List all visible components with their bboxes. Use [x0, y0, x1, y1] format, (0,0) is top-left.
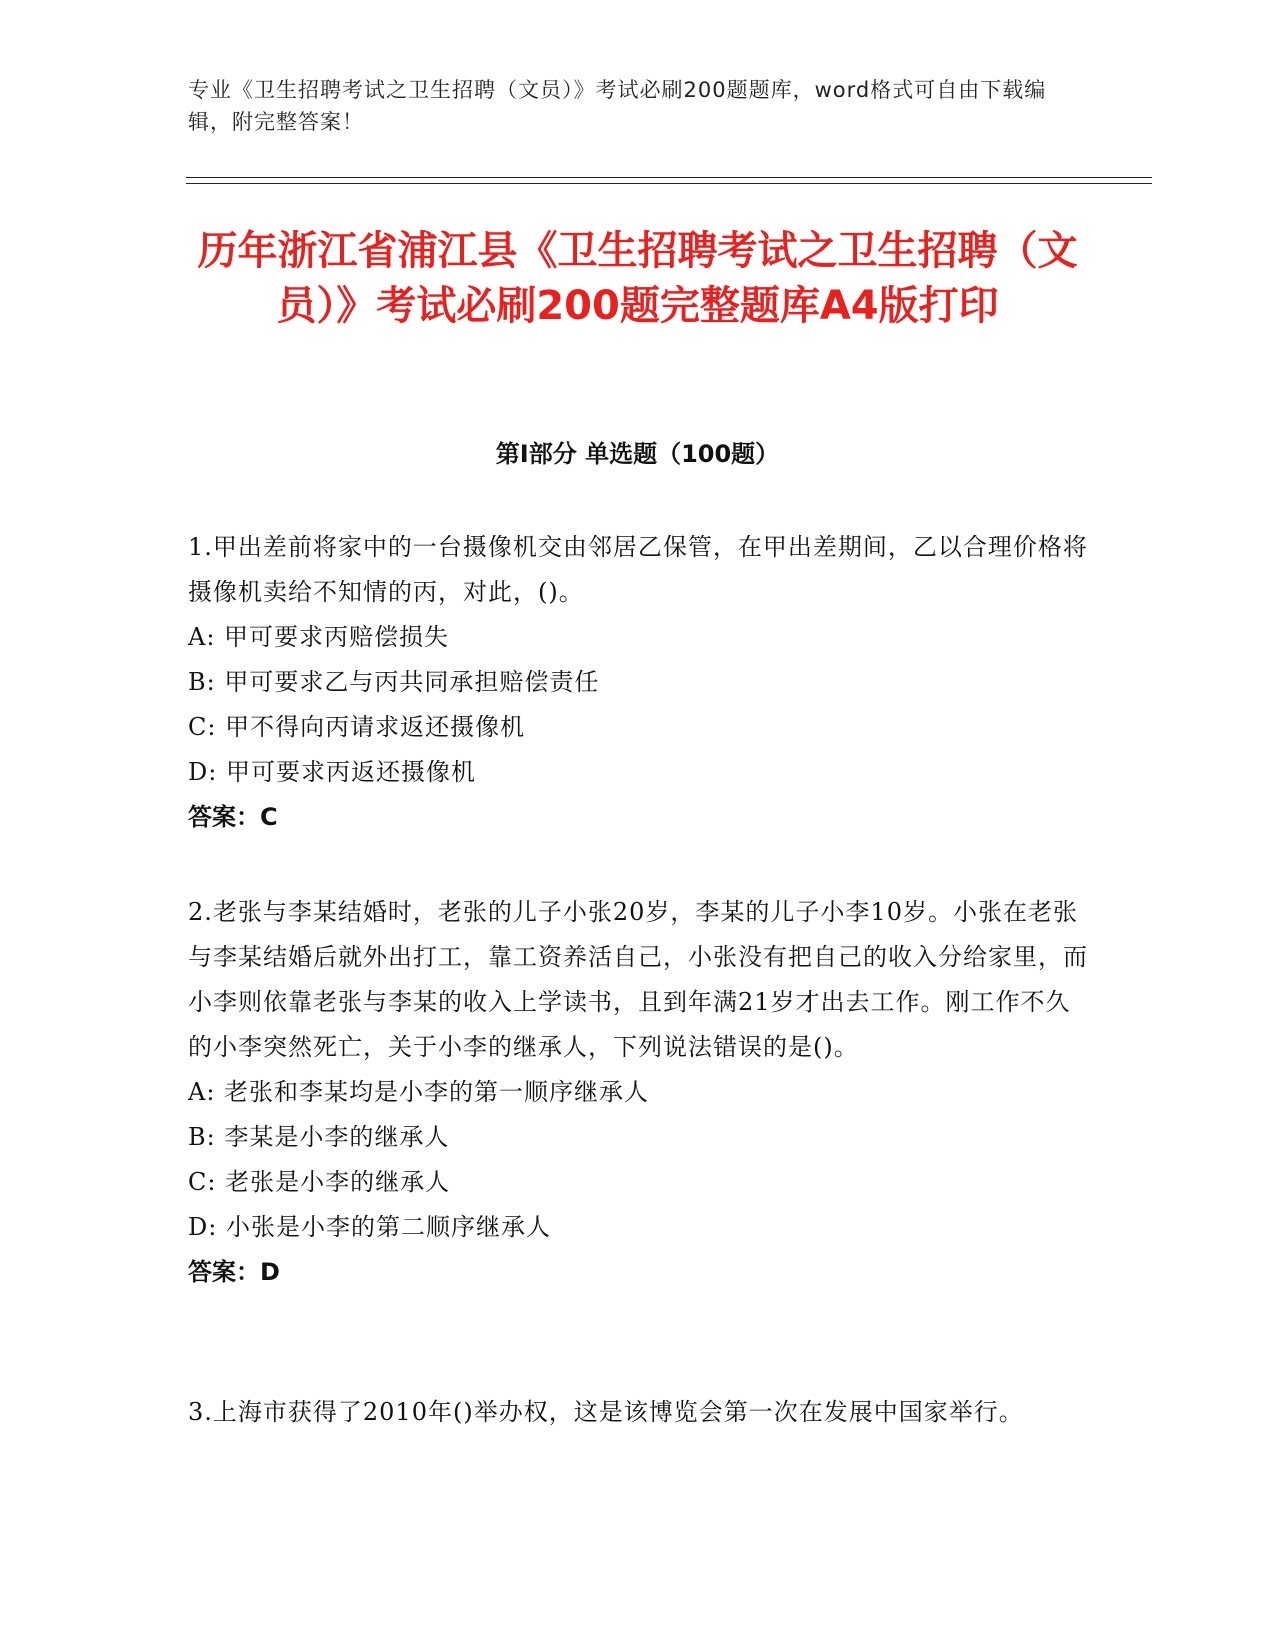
question-1: [188, 525, 1088, 840]
question-stem: 3.上海市获得了2010年()举办权，这是该博览会第一次在发展中国家举行。: [188, 1398, 1024, 1426]
option-a: A: 甲可要求丙赔偿损失: [188, 623, 450, 651]
question-3: [188, 1390, 1088, 1435]
answer-line: 答案：C: [188, 803, 278, 831]
option-b: B: 甲可要求乙与丙共同承担赔偿责任: [188, 668, 600, 696]
option-c: C: 老张是小李的继承人: [188, 1168, 451, 1196]
question-stem: 1.甲出差前将家中的一台摄像机交由邻居乙保管，在甲出差期间，乙以合理价格将摄像机卖给不知情的丙，对此，()。: [188, 533, 1088, 606]
answer-line: 答案：D: [188, 1258, 280, 1286]
section-title: 第I部分 单选题（100题）: [495, 440, 780, 468]
document-title: 历年浙江省浦江县《卫生招聘考试之卫生招聘（文员）》考试必刷200题完整题库A4版打印: [197, 228, 1078, 329]
header-divider-bottom: [186, 183, 1152, 184]
question-2: [188, 890, 1088, 1295]
option-a: A: 老张和李某均是小李的第一顺序继承人: [188, 1078, 650, 1106]
header-note: 专业《卫生招聘考试之卫生招聘（文员）》考试必刷200题题库，word格式可自由下载编辑，附完整答案！: [188, 78, 1047, 134]
question-stem: 2.老张与李某结婚时，老张的儿子小张20岁，李某的儿子小李10岁。小张在老张与李某结婚后就外出打工，靠工资养活自己，小张没有把自己的收入分给家里，而小李则依靠老张与李某的收入上学读书，且到年满21岁才出去工作。刚工作不久的小李突然死亡，关于小李的继承人，下列说法错误的是()。: [188, 898, 1088, 1061]
option-b: B: 李某是小李的继承人: [188, 1123, 450, 1151]
option-c: C: 甲不得向丙请求返还摄像机: [188, 713, 526, 741]
option-d: D: 甲可要求丙返还摄像机: [188, 758, 476, 786]
option-d: D: 小张是小李的第二顺序继承人: [188, 1213, 551, 1241]
header-divider-top: [186, 177, 1152, 178]
